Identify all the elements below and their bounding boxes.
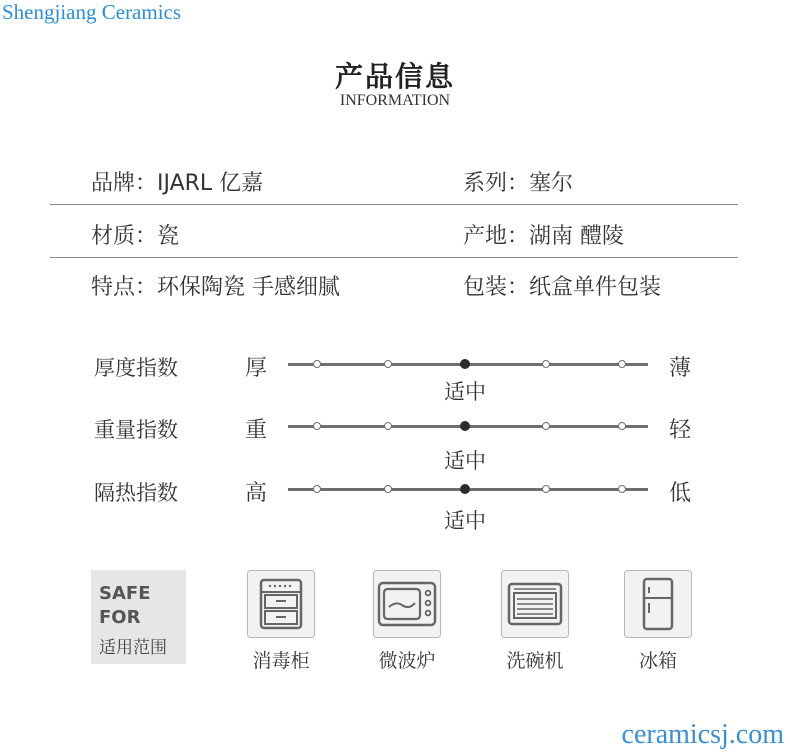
feature-info: 特点：环保陶瓷 手感细腻: [91, 275, 340, 300]
safe-for-cn-label: 适用范围: [99, 638, 167, 658]
refrigerator-label: 冰箱: [638, 650, 677, 672]
material-info: 材质：瓷: [91, 224, 180, 249]
safe-for-badge: [91, 570, 186, 664]
watermark-top: Shengjiang Ceramics: [2, 0, 182, 24]
index-selected-dot: [460, 359, 470, 369]
index-dot: [384, 422, 392, 430]
index-right-label: 低: [669, 481, 692, 506]
divider: [50, 257, 738, 258]
refrigerator-icon: [624, 570, 692, 638]
index-dot: [542, 422, 550, 430]
watermark-bottom: ceramicsj.com: [621, 719, 784, 750]
safe-label: SAFE: [99, 583, 151, 604]
index-dot: [313, 485, 321, 493]
index-right-label: 薄: [669, 356, 692, 381]
index-dot: [618, 485, 626, 493]
index-middle-label: 适中: [444, 509, 486, 533]
index-left-label: 高: [245, 481, 268, 506]
microwave-label: 微波炉: [378, 650, 436, 672]
index-dot: [384, 485, 392, 493]
index-dot: [384, 360, 392, 368]
series-info: 系列：塞尔: [463, 171, 574, 196]
index-right-label: 轻: [669, 418, 692, 443]
index-dot: [313, 360, 321, 368]
index-dot: [542, 360, 550, 368]
index-selected-dot: [460, 484, 470, 494]
dishwasher-label: 洗碗机: [506, 650, 564, 672]
page-title: 产品信息: [334, 60, 455, 93]
package-info: 包装：纸盒单件包装: [463, 275, 662, 300]
for-label: FOR: [99, 607, 141, 628]
safe-for-heading: [99, 582, 151, 630]
brand-info: 品牌：IJARL 亿嘉: [91, 171, 264, 196]
index-dot: [618, 360, 626, 368]
index-label: 隔热指数: [94, 481, 178, 505]
index-middle-label: 适中: [444, 449, 486, 473]
index-label: 厚度指数: [94, 356, 178, 380]
page-subtitle: INFORMATION: [339, 92, 451, 109]
dishwasher-icon: [501, 570, 569, 638]
index-selected-dot: [460, 421, 470, 431]
index-left-label: 厚: [245, 356, 268, 381]
index-left-label: 重: [245, 418, 268, 443]
index-dot: [313, 422, 321, 430]
origin-info: 产地：湖南 醴陵: [463, 224, 624, 249]
sterilizer-label: 消毒柜: [252, 650, 310, 672]
microwave-icon: [373, 570, 441, 638]
index-middle-label: 适中: [444, 380, 486, 404]
index-label: 重量指数: [94, 418, 178, 442]
divider: [50, 204, 738, 205]
sterilizer-cabinet-icon: [247, 570, 315, 638]
index-dot: [542, 485, 550, 493]
index-dot: [618, 422, 626, 430]
